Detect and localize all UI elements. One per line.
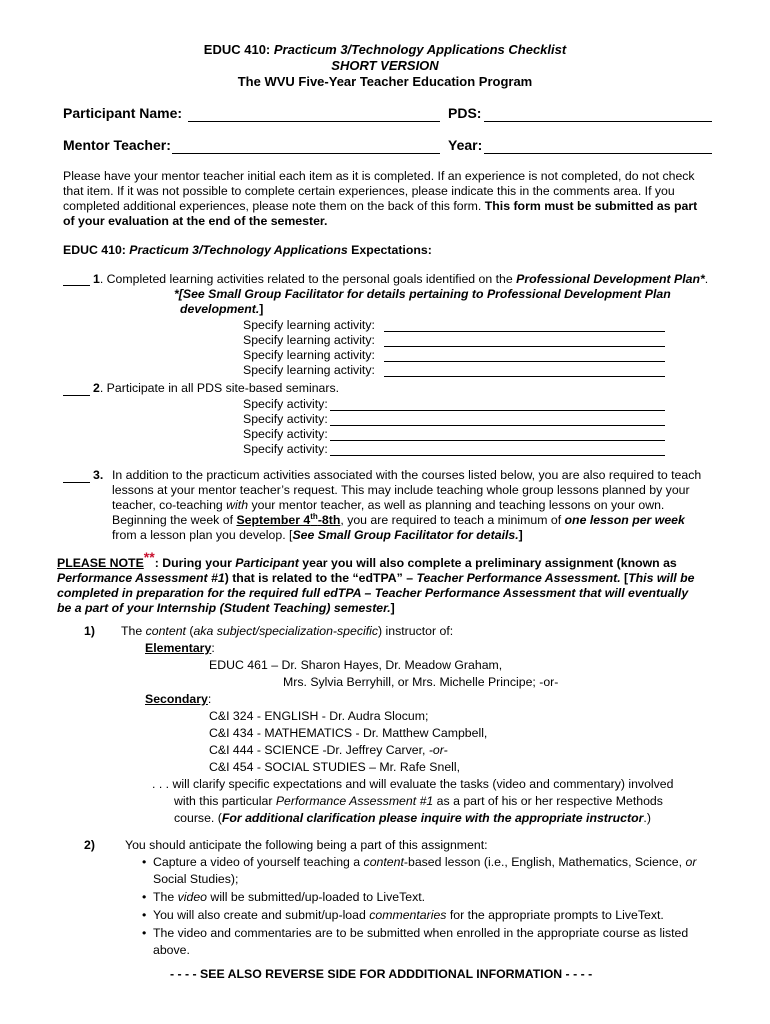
section-2-intro: You should anticipate the following being a part of this assignment: [125,838,488,852]
bullet-icon: • [142,890,147,904]
bullet-icon: • [142,855,147,869]
elementary-line-1: EDUC 461 – Dr. Sharon Hayes, Dr. Meadow Graham, [209,658,503,672]
pds-field[interactable] [484,121,712,122]
bullet-3: You will also create and submit/up-load commentaries for the appropriate prompts to LiveText. [153,908,664,922]
title-line-1: EDUC 410: Practicum 3/Technology Applications Checklist [203,42,567,57]
item-1-initial-blank[interactable] [63,285,90,286]
item-2-specify-field[interactable] [330,440,665,441]
bullet-1-line-1: Capture a video of yourself teaching a content-based lesson (i.e., English, Mathematics, Science, or [153,855,697,869]
section-2-number: 2) [84,838,95,852]
footer-note: - - - - SEE ALSO REVERSE SIDE FOR ADDDITIONAL INFORMATION - - - - [170,967,593,981]
mentor-teacher-field[interactable] [172,153,440,154]
item-1-specify-field[interactable] [384,361,665,362]
item-1-specify-field[interactable] [384,376,665,377]
item-2-specify-field[interactable] [330,455,665,456]
item-1-specify-field[interactable] [384,331,665,332]
item-3-number: 3. [93,468,104,482]
item-1-note-line-1: *[See Small Group Facilitator for details pertaining to Professional Development Plan [174,287,671,301]
item-1-specify-label: Specify learning activity: [243,318,375,332]
please-note-line-3: completed in preparation for the required full edTPA – Teacher Performance Assessment that will eventually [57,586,689,600]
year-field[interactable] [484,153,712,154]
secondary-label: Secondary: [145,692,212,706]
secondary-course: C&I 454 - SOCIAL STUDIES – Mr. Rafe Snell, [209,760,461,774]
item-2-specify-label: Specify activity: [243,412,328,426]
item-1-specify-field[interactable] [384,346,665,347]
intro-line-1: Please have your mentor teacher initial each item as it is completed. If an experience is not completed, do not check [63,169,695,183]
year-label: Year: [448,137,483,153]
title-line-2: SHORT VERSION [331,58,439,73]
item-2-specify-field[interactable] [330,410,665,411]
clarify-line-3: course. (For additional clarification please inquire with the appropriate instructor.) [174,811,651,825]
item-1-specify-label: Specify learning activity: [243,348,375,362]
item-2-specify-label: Specify activity: [243,427,328,441]
title-line-3: The WVU Five-Year Teacher Education Program [237,74,533,89]
item-3-line-5: from a lesson plan you develop. [See Small Group Facilitator for details.] [112,528,523,542]
item-2-specify-label: Specify activity: [243,397,328,411]
intro-line-2: that item. If it was not possible to complete certain experiences, please indicate this in the comments area. If you [63,184,675,198]
bullet-4-line-1: The video and commentaries are to be submitted when enrolled in the appropriate course as listed [153,926,689,940]
bullet-4-line-2: above. [153,943,190,957]
pds-label: PDS: [448,105,482,121]
intro-line-3: completed additional experiences, please note them on the back of this form. This form must be submitted as part [63,199,698,213]
bullet-icon: • [142,926,147,940]
red-asterisks: ** [143,548,155,565]
item-1-specify-label: Specify learning activity: [243,363,375,377]
item-3-line-2: lessons at your mentor teacher’s request. This may include teaching whole group lessons planned by your [112,483,690,497]
please-note-line-1: PLEASE NOTE**: During your Participant year you will also complete a preliminary assignment (known as [57,548,677,570]
item-1-note-line-2: development.] [180,302,264,316]
bullet-icon: • [142,908,147,922]
item-3-line-1: In addition to the practicum activities associated with the courses listed below, you are also required to teach [112,468,702,482]
secondary-course: C&I 324 - ENGLISH - Dr. Audra Slocum; [209,709,429,723]
section-1-number: 1) [84,624,95,638]
elementary-label: Elementary: [145,641,215,655]
september-date: September 4th-8th [236,511,341,527]
clarify-line-2: with this particular Performance Assessment #1 as a part of his or her respective Methods [174,794,663,808]
section-1-intro: The content (aka subject/specialization-specific) instructor of: [121,624,454,638]
bullet-2: The video will be submitted/up-loaded to LiveText. [153,890,426,904]
clarify-line-1: . . . will clarify specific expectations and will evaluate the tasks (video and commentary) involved [152,777,674,791]
item-2-text: 2. Participate in all PDS site-based seminars. [93,381,340,395]
item-2-specify-field[interactable] [330,425,665,426]
elementary-line-2: Mrs. Sylvia Berryhill, or Mrs. Michelle Principe; -or- [283,675,559,689]
please-note-line-2: Performance Assessment #1) that is related to the “edTPA” – Teacher Performance Assessment. [This will be [57,571,695,585]
please-note-line-4: be a part of your Internship (Student Teaching) semester.] [57,601,395,615]
item-3-line-3: teacher, co-teaching with your mentor teacher, as well as planning and teaching lessons on your own. [112,498,665,512]
intro-line-4: of your evaluation at the end of the semester. [63,214,328,228]
item-1-specify-label: Specify learning activity: [243,333,375,347]
expectations-heading: EDUC 410: Practicum 3/Technology Applications Expectations: [63,243,432,257]
item-2-initial-blank[interactable] [63,395,90,396]
item-2-specify-label: Specify activity: [243,442,328,456]
secondary-course: C&I 444 - SCIENCE -Dr. Jeffrey Carver, -or- [209,743,448,757]
participant-name-label: Participant Name: [63,105,183,121]
item-3-initial-blank[interactable] [63,482,90,483]
secondary-course: C&I 434 - MATHEMATICS - Dr. Matthew Campbell, [209,726,488,740]
bullet-1-line-2: Social Studies); [153,872,239,886]
mentor-teacher-label: Mentor Teacher: [63,137,171,153]
item-1-text: 1. Completed learning activities related to the personal goals identified on the Professional Development Plan*. [93,272,709,286]
participant-name-field[interactable] [188,121,440,122]
item-3-line-4: Beginning the week of September 4th-8th, you are required to teach a minimum of one lesson per week [112,511,685,527]
